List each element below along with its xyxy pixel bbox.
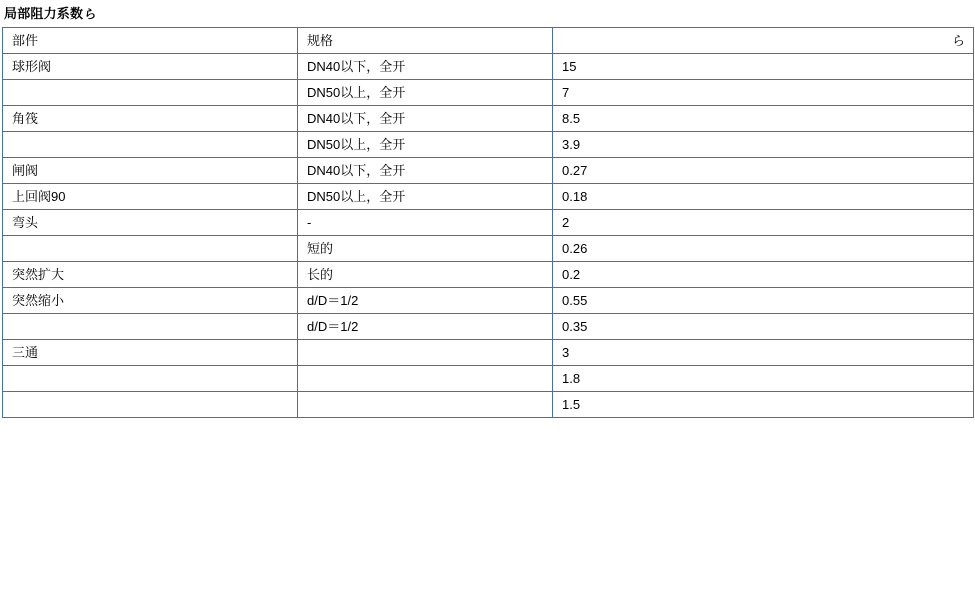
- cell-part: [3, 236, 298, 262]
- cell-value: 7: [553, 80, 974, 106]
- cell-value: 0.26: [553, 236, 974, 262]
- cell-spec: [298, 392, 553, 418]
- cell-part: 弯头: [3, 210, 298, 236]
- cell-spec: -: [298, 210, 553, 236]
- table-header-row: [3, 28, 974, 54]
- cell-spec: d/D＝1/2: [298, 288, 553, 314]
- cell-spec: d/D＝1/2: [298, 314, 553, 340]
- column-header-spec: 规格: [298, 28, 553, 54]
- table-row: [3, 288, 974, 314]
- table-row: [3, 340, 974, 366]
- cell-part: 上回阀90: [3, 184, 298, 210]
- cell-value: 8.5: [553, 106, 974, 132]
- cell-value: 0.2: [553, 262, 974, 288]
- cell-part: 三通: [3, 340, 298, 366]
- page-title-symbol: ら: [84, 7, 97, 21]
- cell-spec: [298, 366, 553, 392]
- cell-value: 0.27: [553, 158, 974, 184]
- table-row: [3, 262, 974, 288]
- cell-part: [3, 314, 298, 340]
- table-row: [3, 132, 974, 158]
- cell-value: 1.5: [553, 392, 974, 418]
- cell-spec: DN50以上，全开: [298, 80, 553, 106]
- cell-part: 球形阀: [3, 54, 298, 80]
- cell-value: 3.9: [553, 132, 974, 158]
- cell-spec: DN40以下，全开: [298, 54, 553, 80]
- cell-spec: [298, 340, 553, 366]
- cell-part: 突然扩大: [3, 262, 298, 288]
- column-header-part: 部件: [3, 28, 298, 54]
- cell-part: 闸阀: [3, 158, 298, 184]
- cell-spec: 长的: [298, 262, 553, 288]
- page-title: [0, 0, 975, 27]
- column-header-coefficient: ら: [553, 28, 974, 54]
- table-row: [3, 106, 974, 132]
- cell-value: 15: [553, 54, 974, 80]
- table-row: [3, 366, 974, 392]
- table-row: [3, 184, 974, 210]
- cell-spec: DN40以下，全开: [298, 106, 553, 132]
- table-row: [3, 54, 974, 80]
- cell-spec: DN50以上，全开: [298, 184, 553, 210]
- cell-value: 0.35: [553, 314, 974, 340]
- cell-part: [3, 132, 298, 158]
- cell-spec: DN40以下，全开: [298, 158, 553, 184]
- cell-spec: 短的: [298, 236, 553, 262]
- table-row: [3, 210, 974, 236]
- table-row: [3, 80, 974, 106]
- page-title-text: 局部阻力系数: [4, 6, 84, 21]
- cell-value: 1.8: [553, 366, 974, 392]
- table-row: [3, 314, 974, 340]
- table-row: [3, 158, 974, 184]
- cell-value: 0.55: [553, 288, 974, 314]
- cell-part: 突然缩小: [3, 288, 298, 314]
- cell-value: 2: [553, 210, 974, 236]
- cell-part: [3, 392, 298, 418]
- local-resistance-coefficient-table: [2, 27, 974, 418]
- cell-value: 0.18: [553, 184, 974, 210]
- cell-part: 角筏: [3, 106, 298, 132]
- cell-spec: DN50以上，全开: [298, 132, 553, 158]
- table-row: [3, 392, 974, 418]
- cell-part: [3, 80, 298, 106]
- cell-part: [3, 366, 298, 392]
- cell-value: 3: [553, 340, 974, 366]
- table-row: [3, 236, 974, 262]
